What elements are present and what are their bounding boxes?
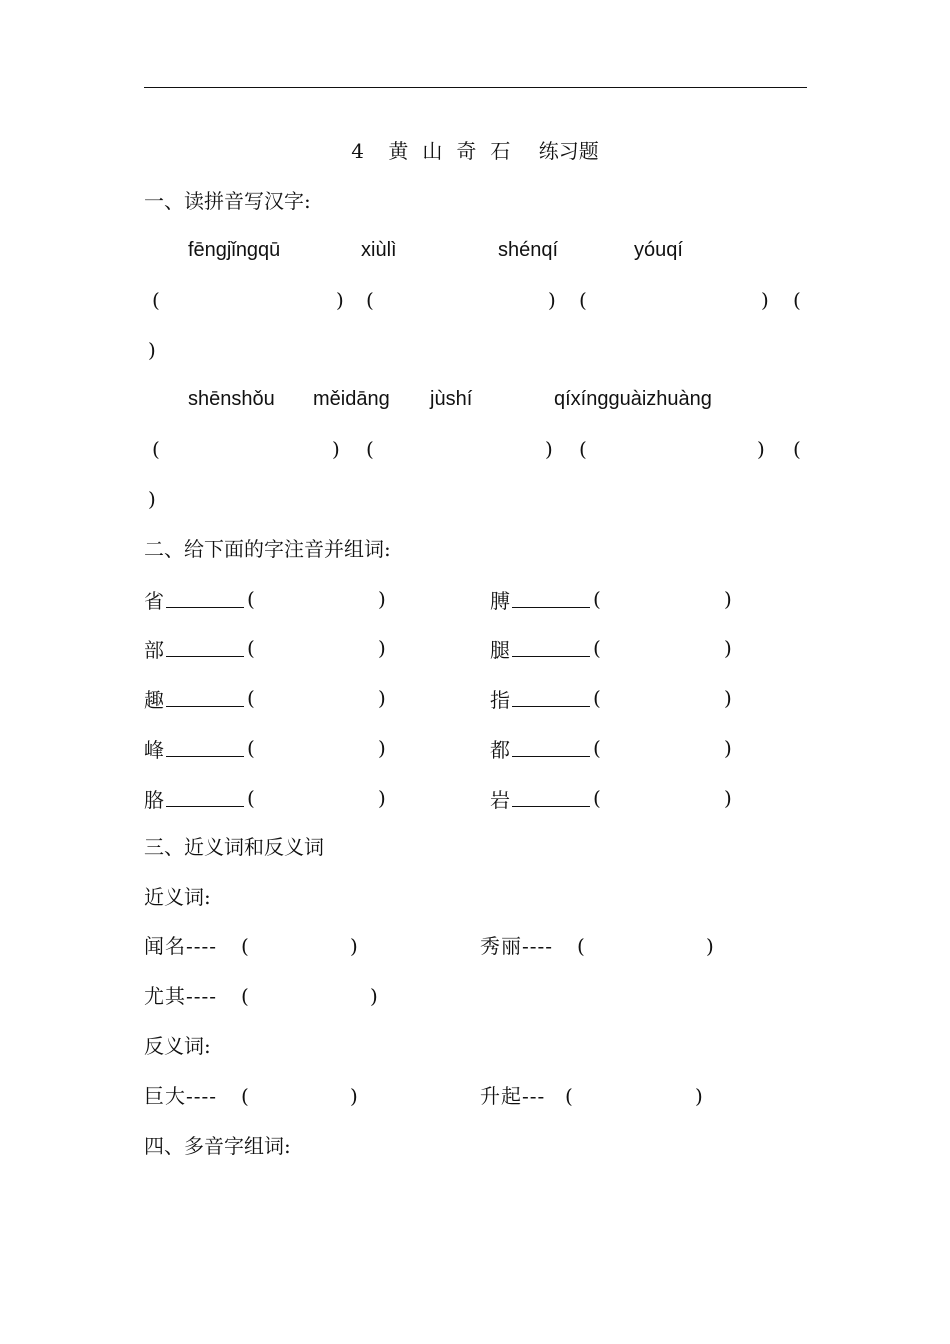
pinyin-xiuli: xiùlì — [361, 239, 397, 261]
synonym-item: 闻名---- — [144, 934, 218, 958]
char-label: 都 — [490, 738, 510, 762]
answer-paren-open: ( — [793, 437, 801, 461]
lesson-name: 黄山奇石 — [388, 139, 525, 163]
answer-paren-close: ) — [336, 288, 344, 312]
answer-paren-close: ) — [350, 1084, 358, 1108]
char-label: 胳 — [144, 788, 164, 812]
pinyin-blank[interactable] — [166, 786, 244, 807]
answer-paren-close: ) — [350, 934, 358, 958]
answer-paren-close: ) — [761, 288, 769, 312]
pinyin-youqi: yóuqí — [634, 239, 683, 261]
pinyin-blank[interactable] — [166, 686, 244, 707]
char-label: 指 — [490, 688, 510, 712]
char-row — [144, 786, 246, 812]
pinyin-shenshou: shēnshǒu — [188, 388, 275, 410]
char-row — [490, 786, 592, 812]
answer-paren-close: ) — [148, 487, 156, 511]
pinyin-shenqi: shénqí — [498, 239, 559, 261]
pinyin-qixingguaizhuang: qíxíngguàizhuàng — [554, 388, 712, 410]
word-paren-close: ) — [378, 636, 386, 660]
char-label: 峰 — [144, 738, 164, 762]
answer-paren-open: ( — [241, 934, 249, 958]
word-paren-close: ) — [378, 736, 386, 760]
word-paren-close: ) — [378, 686, 386, 710]
char-row — [490, 686, 592, 712]
antonym-item: 巨大---- — [144, 1084, 218, 1108]
answer-paren-open: ( — [152, 288, 160, 312]
char-label: 部 — [144, 638, 164, 662]
word-paren-open: ( — [593, 587, 601, 611]
lesson-number: 4 — [351, 139, 364, 163]
char-label: 腿 — [490, 638, 510, 662]
answer-paren-open: ( — [241, 1084, 249, 1108]
title-suffix: 练习题 — [538, 139, 599, 163]
synonym-item: 秀丽---- — [480, 934, 554, 958]
word-paren-close: ) — [724, 636, 732, 660]
answer-paren-open: ( — [579, 437, 587, 461]
char-label: 省 — [144, 589, 164, 613]
pinyin-blank[interactable] — [512, 587, 590, 608]
section4-heading: 四、多音字组词: — [144, 1134, 291, 1158]
word-paren-open: ( — [247, 636, 255, 660]
antonym-item: 升起--- — [480, 1084, 546, 1108]
pinyin-jushi: jùshí — [430, 388, 473, 410]
word-paren-close: ) — [724, 786, 732, 810]
synonym-item: 尤其---- — [144, 984, 218, 1008]
answer-paren-open: ( — [793, 288, 801, 312]
answer-paren-close: ) — [757, 437, 765, 461]
header-rule — [144, 87, 807, 88]
word-paren-open: ( — [247, 786, 255, 810]
answer-paren-open: ( — [366, 288, 374, 312]
pinyin-blank[interactable] — [166, 736, 244, 757]
pinyin-blank[interactable] — [512, 686, 590, 707]
answer-paren-open: ( — [577, 934, 585, 958]
char-label: 趣 — [144, 688, 164, 712]
pinyin-meidang: měidāng — [313, 388, 390, 410]
answer-paren-close: ) — [370, 984, 378, 1008]
answer-paren-close: ) — [706, 934, 714, 958]
pinyin-blank[interactable] — [166, 636, 244, 657]
section2-heading: 二、给下面的字注音并组词: — [144, 537, 391, 561]
answer-paren-open: ( — [241, 984, 249, 1008]
word-paren-open: ( — [247, 736, 255, 760]
answer-paren-close: ) — [332, 437, 340, 461]
char-row — [144, 587, 246, 613]
pinyin-blank[interactable] — [166, 587, 244, 608]
char-row — [490, 736, 592, 762]
word-paren-open: ( — [247, 686, 255, 710]
section1-heading: 一、读拼音写汉字: — [144, 189, 311, 213]
pinyin-blank[interactable] — [512, 736, 590, 757]
answer-paren-close: ) — [148, 338, 156, 362]
word-paren-open: ( — [593, 736, 601, 760]
word-paren-close: ) — [724, 587, 732, 611]
antonyms-label: 反义词: — [144, 1034, 211, 1058]
char-row — [144, 686, 246, 712]
answer-paren-close: ) — [695, 1084, 703, 1108]
pinyin-fengjingqu: fēngjǐngqū — [188, 239, 281, 261]
word-paren-open: ( — [247, 587, 255, 611]
pinyin-blank[interactable] — [512, 636, 590, 657]
section3-heading: 三、近义词和反义词 — [144, 835, 324, 859]
word-paren-close: ) — [378, 786, 386, 810]
page-title — [0, 139, 950, 163]
synonyms-label: 近义词: — [144, 885, 211, 909]
answer-paren-open: ( — [366, 437, 374, 461]
char-label: 膊 — [490, 589, 510, 613]
answer-paren-close: ) — [548, 288, 556, 312]
word-paren-open: ( — [593, 786, 601, 810]
pinyin-blank[interactable] — [512, 786, 590, 807]
word-paren-open: ( — [593, 686, 601, 710]
char-row — [490, 587, 592, 613]
char-label: 岩 — [490, 788, 510, 812]
char-row — [144, 736, 246, 762]
word-paren-close: ) — [724, 686, 732, 710]
answer-paren-open: ( — [565, 1084, 573, 1108]
answer-paren-close: ) — [545, 437, 553, 461]
word-paren-close: ) — [378, 587, 386, 611]
answer-paren-open: ( — [579, 288, 587, 312]
char-row — [490, 636, 592, 662]
char-row — [144, 636, 246, 662]
word-paren-open: ( — [593, 636, 601, 660]
answer-paren-open: ( — [152, 437, 160, 461]
word-paren-close: ) — [724, 736, 732, 760]
